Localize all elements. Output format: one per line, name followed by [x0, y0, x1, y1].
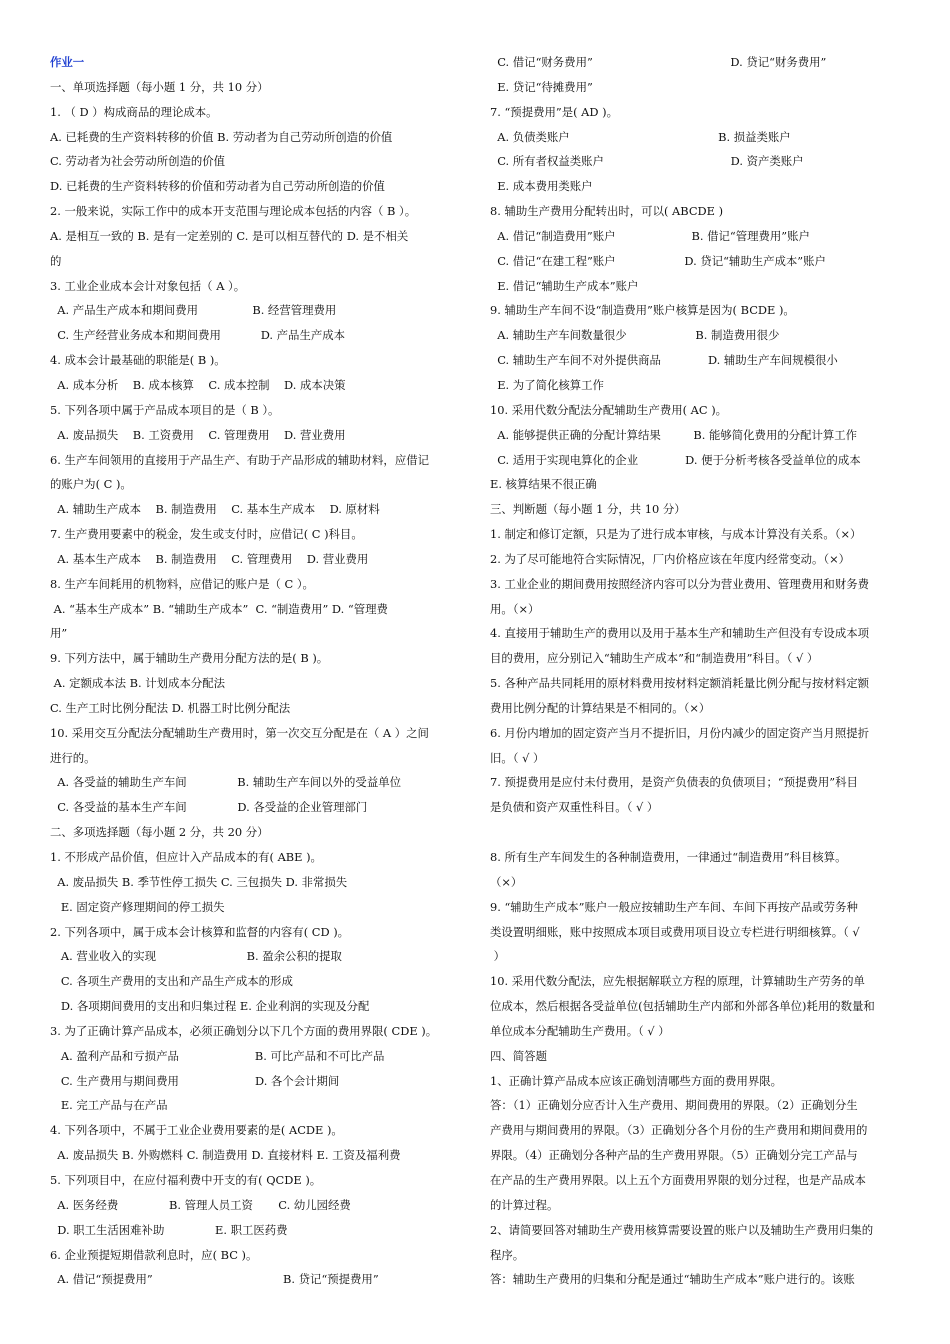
right-line: A. 辅助生产车间数量很少 B. 制造费用很少 — [490, 328, 780, 343]
right-line: 1、正确计算产品成本应该正确划清哪些方面的费用界限。 — [490, 1073, 783, 1088]
right-line: 在产品的生产费用界限。以上五个方面费用界限的划分过程，也是产品成本 — [490, 1172, 866, 1187]
right-line: 位成本，然后根据各受益单位(包括辅助生产内部和外部各单位)耗用的数量和 — [490, 999, 875, 1014]
right-line: C. 借记“财务费用” D. 贷记“财务费用” — [490, 55, 827, 69]
right-line: 界限。（4）正确划分各种产品的生产费用界限。（5）正确划分完工产品与 — [490, 1148, 858, 1163]
right-line: 三、判断题（每小题 1 分，共 10 分） — [490, 502, 686, 517]
left-line: 9. 下列方法中，属于辅助生产费用分配方法的是( B )。 — [50, 651, 329, 666]
left-line: C. 生产费用与期间费用 D. 各个会计期间 — [50, 1073, 340, 1088]
right-line: 8. 辅助生产费用分配转出时，可以( ABCDE ) — [490, 204, 724, 219]
left-line: 8. 生产车间耗用的机物料，应借记的账户是（ C ）。 — [50, 576, 314, 591]
right-line: 1. 制定和修订定额，只是为了进行成本审核，与成本计算没有关系。（×） — [490, 527, 862, 542]
left-line: A. 已耗费的生产资料转移的价值 B. 劳动者为自己劳动所创造的价值 — [50, 129, 393, 144]
left-line: 的账户为( C )。 — [50, 477, 132, 492]
right-column — [490, 50, 900, 1292]
left-line: A. “基本生产成本” B. “辅助生产成本” C. “制造费用” D. “管理费 — [50, 601, 388, 616]
right-line: 答：（1）正确划分应否计入生产费用、期间费用的界限。（2）正确划分生 — [490, 1098, 858, 1113]
left-line: A. 是相互一致的 B. 是有一定差别的 C. 是可以相互替代的 D. 是不相关 — [50, 228, 409, 243]
left-line: 3. 为了正确计算产品成本，必须正确划分以下几个方面的费用界限( CDE )。 — [50, 1023, 438, 1038]
right-line: 8. 所有生产车间发生的各种制造费用，一律通过“制造费用”科目核算。 — [490, 850, 847, 864]
right-line: 的计算过程。 — [490, 1197, 559, 1212]
left-line: 6. 生产车间领用的直接用于产品生产、有助于产品形成的辅助材料，应借记 — [50, 452, 429, 467]
left-line: A. 基本生产成本 B. 制造费用 C. 管理费用 D. 营业费用 — [50, 551, 369, 566]
left-line: A. 成本分析 B. 成本核算 C. 成本控制 D. 成本决策 — [50, 377, 346, 392]
right-line: 答：辅助生产费用的归集和分配是通过“辅助生产成本”账户进行的。该账 — [490, 1272, 855, 1287]
right-line: C. 辅助生产车间不对外提供商品 D. 辅助生产车间规模很小 — [490, 353, 838, 368]
left-line: A. 各受益的辅助生产车间 B. 辅助生产车间以外的受益单位 — [50, 775, 401, 790]
left-line: D. 职工生活困难补助 E. 职工医药费 — [50, 1222, 288, 1237]
right-line: 9. 辅助生产车间不设“制造费用”账户核算是因为( BCDE )。 — [490, 303, 795, 318]
right-line: A. 借记“制造费用”账户 B. 借记“管理费用”账户 — [490, 228, 810, 243]
left-line: 用” — [50, 626, 68, 641]
left-line: C. 生产经营业务成本和期间费用 D. 产品生产成本 — [50, 328, 346, 343]
left-line: A. 废品损失 B. 外购燃料 C. 制造费用 D. 直接材料 E. 工资及福利费 — [50, 1148, 401, 1163]
left-line: A. 医务经费 B. 管理人员工资 C. 幼儿园经费 — [50, 1197, 351, 1212]
right-line: E. 贷记“待摊费用” — [490, 79, 593, 94]
right-line: 四、简答题 — [490, 1048, 547, 1063]
left-line: 一、单项选择题（每小题 1 分，共 10 分） — [50, 79, 269, 94]
right-line: 10. 采用代数分配法，应先根据解联立方程的原理，计算辅助生产劳务的单 — [490, 974, 865, 989]
left-line: 1. （ D ）构成商品的理论成本。 — [50, 104, 218, 119]
right-line: 10. 采用代数分配法分配辅助生产费用( AC )。 — [490, 402, 728, 417]
right-line: 2. 为了尽可能地符合实际情况，厂内价格应该在年度内经常变动。（×） — [490, 551, 851, 566]
left-line: 4. 下列各项中，不属于工业企业费用要素的是( ACDE )。 — [50, 1123, 343, 1138]
left-line: E. 固定资产修理期间的停工损失 — [50, 899, 225, 914]
right-line: 用。（×） — [490, 601, 540, 616]
left-line: 4. 成本会计最基础的职能是( B )。 — [50, 353, 226, 368]
left-line: 5. 下列项目中，在应付福利费中开支的有( QCDE )。 — [50, 1172, 322, 1187]
right-line: 程序。 — [490, 1247, 525, 1262]
left-line: D. 已耗费的生产资料转移的价值和劳动者为自己劳动所创造的价值 — [50, 179, 385, 194]
right-line: 是负债和资产双重性科目。（ √ ） — [490, 800, 659, 815]
left-line: 二、多项选择题（每小题 2 分，共 20 分） — [50, 825, 269, 840]
right-line: E. 为了简化核算工作 — [490, 377, 604, 392]
right-line — [490, 820, 900, 845]
left-line: A. 盈利产品和亏损产品 B. 可比产品和不可比产品 — [50, 1048, 385, 1063]
left-line: A. 营业收入的实现 B. 盈余公积的提取 — [50, 949, 342, 964]
left-line: 7. 生产费用要素中的税金，发生或支付时，应借记( C )科目。 — [50, 527, 363, 542]
right-line: 2、请简要回答对辅助生产费用核算需要设置的账户以及辅助生产费用归集的 — [490, 1222, 874, 1237]
left-line: 5. 下列各项中属于产品成本项目的是（ B ）。 — [50, 402, 280, 417]
right-line: C. 适用于实现电算化的企业 D. 便于分析考核各受益单位的成本 — [490, 452, 861, 467]
left-line: 6. 企业预提短期借款利息时，应( BC )。 — [50, 1247, 258, 1262]
left-line: D. 各项期间费用的支出和归集过程 E. 企业利润的实现及分配 — [50, 999, 370, 1014]
right-line: 7. 预提费用是应付未付费用，是资产负债表的负债项目；“预提费用”科目 — [490, 775, 858, 790]
left-line: A. 废品损失 B. 季节性停工损失 C. 三包损失 D. 非常损失 — [50, 874, 348, 889]
right-line: E. 成本费用类账户 — [490, 179, 593, 194]
left-line: 10. 采用交互分配法分配辅助生产费用时，第一次交互分配是在（ A ）之间 — [50, 725, 429, 740]
document-title: 作业一 — [50, 55, 85, 69]
left-line: C. 劳动者为社会劳动所创造的价值 — [50, 154, 226, 169]
right-line: 单位成本分配辅助生产费用。（ √ ） — [490, 1023, 670, 1038]
left-line: 2. 一般来说，实际工作中的成本开支范围与理论成本包括的内容（ B ）。 — [50, 204, 417, 219]
right-line: 类设置明细账，账中按照成本项目或费用项目设立专栏进行明细核算。（ √ — [490, 924, 860, 939]
left-line: C. 各受益的基本生产车间 D. 各受益的企业管理部门 — [50, 800, 368, 815]
left-line: C. 各项生产费用的支出和产品生产成本的形成 — [50, 974, 293, 989]
right-line: 4. 直接用于辅助生产的费用以及用于基本生产和辅助生产但没有专设成本项 — [490, 626, 869, 641]
right-line: A. 负债类账户 B. 损益类账户 — [490, 129, 791, 144]
left-line: A. 借记“预提费用” B. 贷记“预提费用” — [50, 1272, 379, 1287]
left-line: 的 — [50, 253, 62, 268]
right-line: C. 所有者权益类账户 D. 资产类账户 — [490, 154, 804, 169]
left-line: A. 辅助生产成本 B. 制造费用 C. 基本生产成本 D. 原材料 — [50, 502, 380, 517]
right-line: 旧。（ √ ） — [490, 750, 545, 765]
right-line: C. 借记“在建工程”账户 D. 贷记“辅助生产成本”账户 — [490, 253, 826, 268]
right-line: 费用比例分配的计算结果是不相同的。（×） — [490, 700, 711, 715]
left-line: C. 生产工时比例分配法 D. 机器工时比例分配法 — [50, 700, 291, 715]
left-line: A. 产品生产成本和期间费用 B. 经营管理费用 — [50, 303, 337, 318]
right-line: A. 能够提供正确的分配计算结果 B. 能够简化费用的分配计算工作 — [490, 427, 858, 442]
left-line: 3. 工业企业成本会计对象包括（ A ）。 — [50, 278, 246, 293]
right-line: 9. “辅助生产成本”账户一般应按辅助生产车间、车间下再按产品或劳务种 — [490, 899, 858, 914]
left-line: A. 废品损失 B. 工资费用 C. 管理费用 D. 营业费用 — [50, 427, 346, 442]
right-line: 6. 月份内增加的固定资产当月不提折旧，月份内减少的固定资产当月照提折 — [490, 725, 869, 740]
left-line: E. 完工产品与在产品 — [50, 1098, 168, 1113]
right-line: （×） — [490, 874, 523, 889]
right-line: ） — [490, 949, 506, 964]
left-column — [50, 50, 460, 1292]
right-line: 3. 工业企业的期间费用按照经济内容可以分为营业费用、管理费用和财务费 — [490, 576, 869, 591]
right-line: 目的费用，应分别记入“辅助生产成本”和“制造费用”科目。（ √ ） — [490, 651, 819, 666]
left-line: 1. 不形成产品价值，但应计入产品成本的有( ABE )。 — [50, 850, 322, 864]
right-line: 7. “预提费用”是( AD )。 — [490, 104, 618, 119]
right-line: E. 借记“辅助生产成本”账户 — [490, 278, 639, 293]
right-line: 5. 各种产品共同耗用的原材料费用按材料定额消耗量比例分配与按材料定额 — [490, 676, 869, 691]
left-line: 进行的。 — [50, 750, 96, 765]
right-line: 产费用与期间费用的界限。（3）正确划分各个月份的生产费用和期间费用的 — [490, 1123, 868, 1138]
right-line: E. 核算结果不很正确 — [490, 477, 597, 492]
left-line: A. 定额成本法 B. 计划成本分配法 — [50, 676, 226, 691]
left-line: 2. 下列各项中，属于成本会计核算和监督的内容有( CD )。 — [50, 924, 350, 939]
